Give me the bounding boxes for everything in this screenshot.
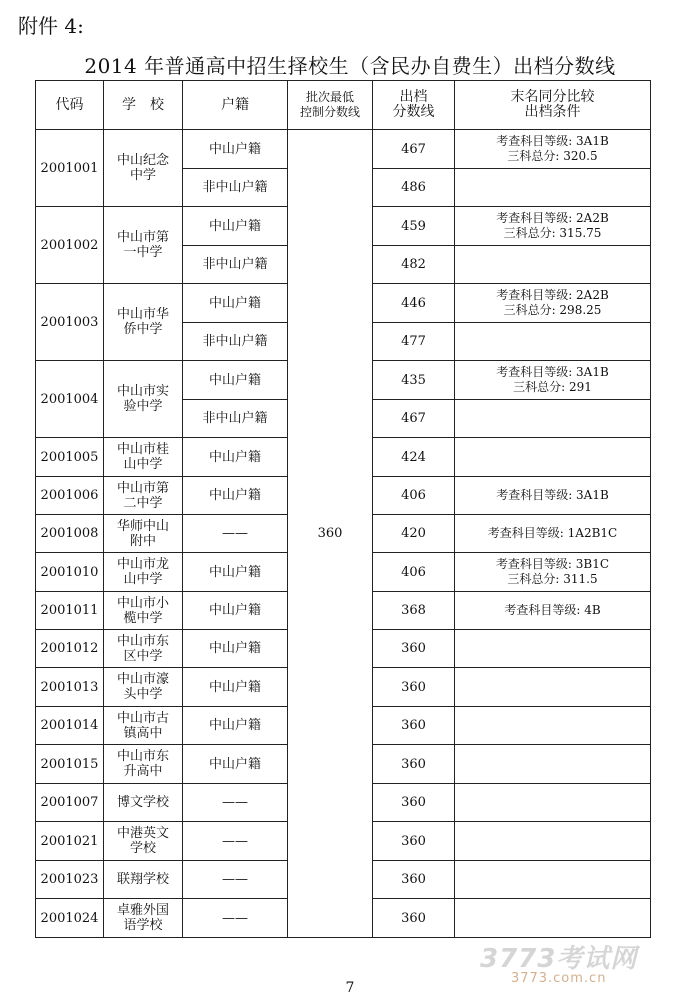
table-row bbox=[36, 130, 651, 169]
school-cell bbox=[104, 630, 183, 668]
school-cell bbox=[104, 668, 183, 707]
condition-line1: 考查科目等级: 4B bbox=[504, 603, 601, 617]
code-cell: 2001012 bbox=[36, 630, 104, 668]
school-cell bbox=[104, 707, 183, 745]
school-cell bbox=[104, 592, 183, 630]
code-cell: 2001010 bbox=[36, 553, 104, 592]
score-cell: 368 bbox=[373, 592, 455, 630]
score-cell: 420 bbox=[373, 515, 455, 553]
condition-cell bbox=[455, 246, 651, 284]
school-name: 卓雅外国语学校 bbox=[116, 903, 169, 933]
condition-cell bbox=[455, 668, 651, 707]
condition-cell bbox=[455, 784, 651, 822]
school-cell bbox=[104, 553, 183, 592]
header-control-line1: 批次最低 bbox=[305, 90, 354, 104]
condition-cell bbox=[455, 169, 651, 207]
school-name: 中山市实验中学 bbox=[116, 384, 169, 414]
header-control-score bbox=[288, 81, 373, 130]
score-cell: 467 bbox=[373, 130, 455, 169]
header-control-line2: 控制分数线 bbox=[299, 105, 360, 119]
code-cell: 2001013 bbox=[36, 668, 104, 707]
hukou-cell: 非中山户籍 bbox=[183, 323, 288, 361]
condition-cell bbox=[455, 130, 651, 169]
score-cell: 360 bbox=[373, 784, 455, 822]
condition-line1: 考查科目等级: 1A2B1C bbox=[487, 526, 618, 540]
hukou-cell: 中山户籍 bbox=[183, 668, 288, 707]
header-score-line1: 出档 bbox=[399, 89, 428, 105]
school-name: 中山市濠头中学 bbox=[116, 672, 169, 702]
condition-cell bbox=[455, 477, 651, 515]
score-cell: 424 bbox=[373, 438, 455, 477]
condition-cell bbox=[455, 822, 651, 861]
hukou-cell: 中山户籍 bbox=[183, 477, 288, 515]
header-condition bbox=[455, 81, 651, 130]
hukou-cell: 非中山户籍 bbox=[183, 400, 288, 438]
school-name: 中港英文学校 bbox=[116, 826, 169, 856]
hukou-cell: —— bbox=[183, 515, 288, 553]
school-name: 中山市古镇高中 bbox=[116, 710, 169, 741]
school-name: 中山市华侨中学 bbox=[116, 307, 169, 337]
school-cell bbox=[104, 361, 183, 438]
score-cell: 360 bbox=[373, 630, 455, 668]
hukou-cell: 中山户籍 bbox=[183, 438, 288, 477]
condition-cell bbox=[455, 745, 651, 784]
school-cell bbox=[104, 899, 183, 938]
score-cell: 360 bbox=[373, 822, 455, 861]
school-cell bbox=[104, 130, 183, 207]
document-title: 2014 年普通高中招生择校生（含民办自费生）出档分数线 bbox=[84, 54, 616, 78]
table-header-row bbox=[36, 81, 651, 130]
condition-cell bbox=[455, 207, 651, 246]
hukou-cell: 中山户籍 bbox=[183, 207, 288, 246]
code-cell: 2001005 bbox=[36, 438, 104, 477]
hukou-cell: —— bbox=[183, 861, 288, 899]
school-cell bbox=[104, 515, 183, 553]
condition-cell bbox=[455, 438, 651, 477]
school-name: 华师中山附中 bbox=[116, 518, 169, 549]
condition-cell bbox=[455, 361, 651, 400]
school-name: 博文学校 bbox=[116, 795, 169, 810]
condition-cell bbox=[455, 400, 651, 438]
condition-line2: 三科总分: 311.5 bbox=[507, 572, 598, 586]
hukou-cell: 中山户籍 bbox=[183, 284, 288, 323]
code-cell: 2001021 bbox=[36, 822, 104, 861]
hukou-cell: 非中山户籍 bbox=[183, 169, 288, 207]
hukou-cell: 中山户籍 bbox=[183, 361, 288, 400]
score-cell: 360 bbox=[373, 899, 455, 938]
hukou-cell: 中山户籍 bbox=[183, 553, 288, 592]
school-name: 中山市第一中学 bbox=[116, 230, 169, 260]
school-name: 中山市东区中学 bbox=[116, 633, 169, 664]
code-cell: 2001008 bbox=[36, 515, 104, 553]
header-code: 代码 bbox=[36, 81, 104, 130]
school-name: 中山市小榄中学 bbox=[116, 595, 169, 626]
score-cell: 486 bbox=[373, 169, 455, 207]
hukou-cell: —— bbox=[183, 784, 288, 822]
code-cell: 2001011 bbox=[36, 592, 104, 630]
score-cell: 459 bbox=[373, 207, 455, 246]
code-cell: 2001001 bbox=[36, 130, 104, 207]
code-cell: 2001004 bbox=[36, 361, 104, 438]
header-cond-line1: 末名同分比较 bbox=[510, 89, 595, 105]
page-number: 7 bbox=[345, 980, 355, 996]
condition-cell bbox=[455, 553, 651, 592]
condition-line1: 考查科目等级: 3A1B bbox=[496, 488, 609, 502]
hukou-cell: 中山户籍 bbox=[183, 130, 288, 169]
hukou-cell: 非中山户籍 bbox=[183, 246, 288, 284]
code-cell: 2001015 bbox=[36, 745, 104, 784]
score-cell: 446 bbox=[373, 284, 455, 323]
condition-cell bbox=[455, 630, 651, 668]
condition-line1: 考查科目等级: 2A2B bbox=[496, 288, 609, 302]
school-name: 中山市龙山中学 bbox=[116, 557, 169, 587]
watermark bbox=[480, 938, 637, 986]
condition-line1: 考查科目等级: 3B1C bbox=[495, 557, 610, 571]
code-cell: 2001006 bbox=[36, 477, 104, 515]
hukou-cell: 中山户籍 bbox=[183, 745, 288, 784]
score-cell: 435 bbox=[373, 361, 455, 400]
score-cell: 482 bbox=[373, 246, 455, 284]
school-name: 中山纪念中学 bbox=[116, 153, 169, 183]
header-hukou: 户籍 bbox=[183, 81, 288, 130]
code-cell: 2001023 bbox=[36, 861, 104, 899]
condition-line2: 三科总分: 298.25 bbox=[503, 303, 602, 317]
school-cell bbox=[104, 207, 183, 284]
condition-cell bbox=[455, 861, 651, 899]
code-cell: 2001024 bbox=[36, 899, 104, 938]
hukou-cell: 中山户籍 bbox=[183, 630, 288, 668]
school-cell bbox=[104, 745, 183, 784]
condition-line2: 三科总分: 291 bbox=[513, 380, 592, 394]
header-cond-line2: 出档条件 bbox=[524, 104, 581, 120]
header-score-line2: 分数线 bbox=[392, 104, 435, 120]
hukou-cell: 中山户籍 bbox=[183, 592, 288, 630]
score-cell: 360 bbox=[373, 668, 455, 707]
score-cell: 360 bbox=[373, 707, 455, 745]
code-cell: 2001002 bbox=[36, 207, 104, 284]
school-cell bbox=[104, 284, 183, 361]
hukou-cell: 中山户籍 bbox=[183, 707, 288, 745]
hukou-cell: —— bbox=[183, 899, 288, 938]
school-cell bbox=[104, 438, 183, 477]
watermark-url: 3773.com.cn bbox=[510, 971, 607, 986]
condition-cell bbox=[455, 323, 651, 361]
score-table bbox=[35, 80, 651, 938]
condition-cell bbox=[455, 707, 651, 745]
school-name: 中山市第二中学 bbox=[116, 480, 169, 511]
condition-line1: 考查科目等级: 2A2B bbox=[496, 211, 609, 225]
header-score bbox=[373, 81, 455, 130]
score-cell: 406 bbox=[373, 553, 455, 592]
score-cell: 406 bbox=[373, 477, 455, 515]
condition-line2: 三科总分: 320.5 bbox=[507, 149, 598, 163]
school-name: 中山市桂山中学 bbox=[116, 442, 169, 472]
code-cell: 2001003 bbox=[36, 284, 104, 361]
score-cell: 360 bbox=[373, 861, 455, 899]
attachment-label: 附件 4: bbox=[18, 14, 84, 38]
condition-cell bbox=[455, 515, 651, 553]
school-cell bbox=[104, 861, 183, 899]
school-cell bbox=[104, 822, 183, 861]
control-score-cell: 360 bbox=[288, 130, 373, 938]
school-name: 中山市东升高中 bbox=[116, 749, 169, 779]
condition-line1: 考查科目等级: 3A1B bbox=[496, 365, 609, 379]
school-cell bbox=[104, 784, 183, 822]
watermark-logo: 3773考试网 bbox=[480, 944, 638, 974]
condition-line2: 三科总分: 315.75 bbox=[503, 226, 602, 240]
score-cell: 477 bbox=[373, 323, 455, 361]
hukou-cell: —— bbox=[183, 822, 288, 861]
header-school: 学 校 bbox=[104, 81, 183, 130]
school-cell bbox=[104, 477, 183, 515]
code-cell: 2001014 bbox=[36, 707, 104, 745]
score-cell: 467 bbox=[373, 400, 455, 438]
code-cell: 2001007 bbox=[36, 784, 104, 822]
score-cell: 360 bbox=[373, 745, 455, 784]
condition-line1: 考查科目等级: 3A1B bbox=[496, 134, 609, 148]
school-name: 联翔学校 bbox=[116, 872, 169, 887]
condition-cell bbox=[455, 284, 651, 323]
condition-cell bbox=[455, 592, 651, 630]
condition-cell bbox=[455, 899, 651, 938]
